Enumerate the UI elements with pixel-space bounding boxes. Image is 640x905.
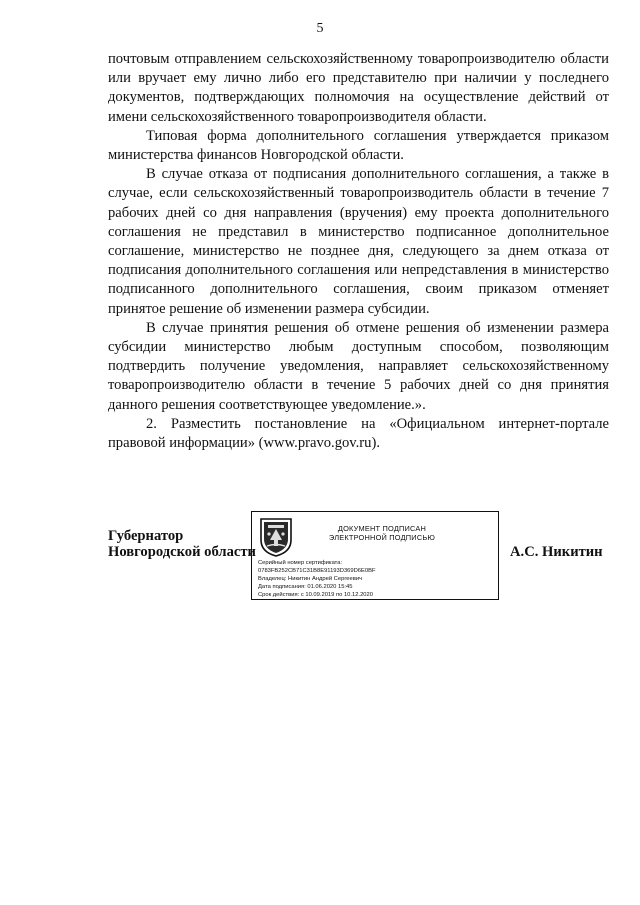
- stamp-heading: ДОКУМЕНТ ПОДПИСАН ЭЛЕКТРОННОЙ ПОДПИСЬЮ: [328, 524, 436, 542]
- signing-date: Дата подписания: 01.06.2020 15:45: [258, 584, 353, 591]
- signatory-position: Губернатор: [108, 528, 184, 544]
- paragraph-continuation: почтовым отправлением сельскохозяйственному товаропроизводителю области или вручает ему лично либо его представителю при наличии у последнего документов, подтверждающих полномочия на осуществление действий от имени сельскохозяйственного товаропроизводителя области.: [108, 51, 609, 125]
- serial-value: 0783FB252CB71C31B8E91193D369D6E0BF: [258, 568, 376, 575]
- signatory-title: [108, 528, 256, 560]
- validity-period: Срок действия: с 10.09.2019 по 10.12.2020: [258, 592, 373, 599]
- paragraph-standard-form: Типовая форма дополнительного соглашения утверждается приказом министерства финансов Новгородской области.: [108, 127, 609, 164]
- signer-name: А.С. Никитин: [510, 544, 603, 560]
- paragraph-cancellation: В случае принятия решения об отмене решения об изменении размера субсидии министерство любым доступным способом, позволяющим подтвердить получение уведомления, направляет сельскохозяйственному товаропроизводителю области в течение 5 рабочих дней со дня принятия данного решения соответствующее уведомление.».: [108, 319, 609, 413]
- document-body: [108, 50, 609, 453]
- electronic-signature-stamp: [251, 511, 499, 600]
- paragraph-refusal: В случае отказа от подписания дополнительного соглашения, а также в случае, если сельскохозяйственный товаропроизводитель области в течение 7 рабочих дней со дня направления (вручения) ему проекта дополнительного соглашения не представил в министерство подписанное дополнительное соглашение, министерство не позднее дня, следующего за днем отказа от подписания дополнительного соглашения или непредставления в министерство подписанного дополнительного соглашения, своим приказом отменяет принятое решение об изменении размера субсидии.: [108, 166, 609, 317]
- certificate-details: [258, 559, 496, 599]
- paragraph-publication: 2. Разместить постановление на «Официальном интернет-портале правовой информации» (www.pravo.gov.ru).: [108, 415, 609, 452]
- signatory-region: Новгородской области: [108, 544, 256, 560]
- serial-label: Серийный номер сертификата:: [258, 560, 343, 566]
- certificate-owner: Владелец: Никитин Андрей Сергеевич: [258, 576, 363, 583]
- page-number: 5: [316, 21, 324, 36]
